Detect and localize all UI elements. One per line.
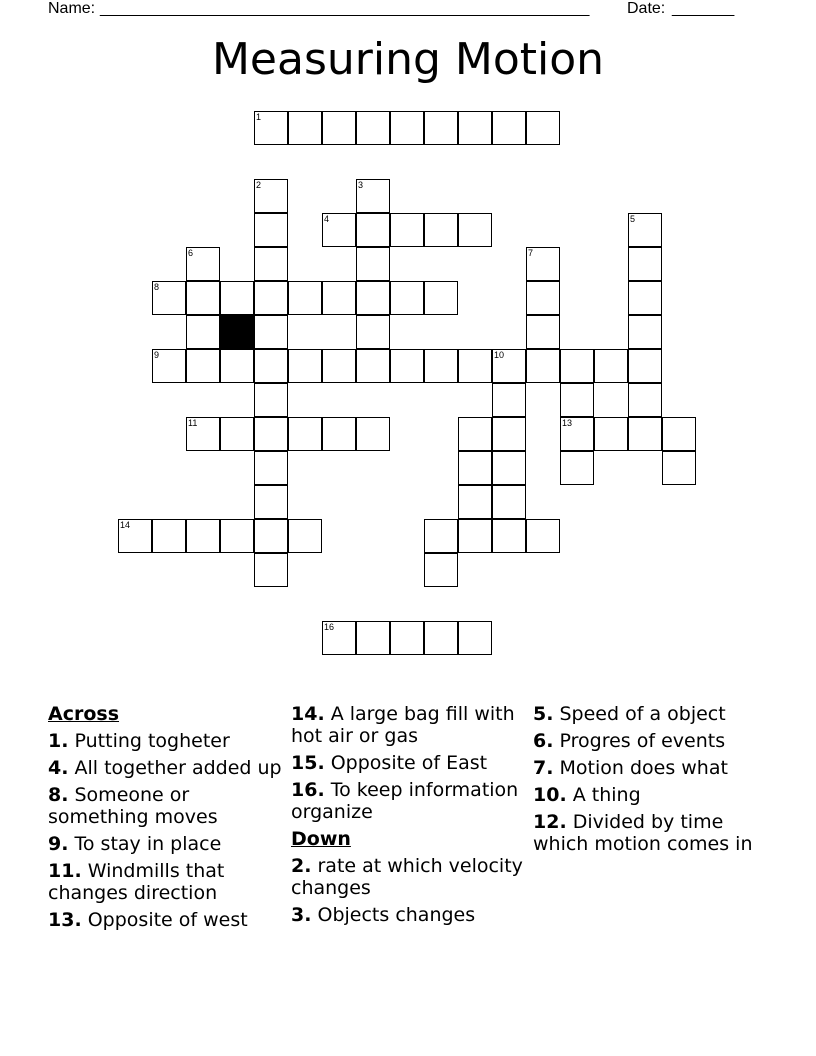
clue-down-12 [533,811,769,855]
grid-cell[interactable] [254,383,288,417]
grid-cell[interactable] [220,281,254,315]
grid-cell[interactable] [254,247,288,281]
grid-cell[interactable] [356,179,390,213]
grid-cell[interactable] [220,519,254,553]
grid-cell[interactable] [424,281,458,315]
cell-number: 8 [154,282,160,292]
grid-cell[interactable] [186,315,220,349]
clue-number: 14. [291,703,325,725]
grid-cell[interactable] [526,519,560,553]
clue-number: 6. [533,730,554,752]
grid-cell[interactable] [662,451,696,485]
clue-column-2 [291,703,527,931]
grid-cell[interactable] [254,553,288,587]
clue-text: To keep information organize [291,779,519,823]
grid-cell[interactable] [152,519,186,553]
grid-cell[interactable] [390,213,424,247]
clue-across-13 [48,909,284,931]
grid-cell[interactable] [288,281,322,315]
clue-number: 11. [48,860,82,882]
grid-cell[interactable] [492,417,526,451]
clue-number: 15. [291,752,325,774]
clue-column-1 [48,703,284,936]
clue-number: 8. [48,784,69,806]
grid-cell[interactable] [322,349,356,383]
grid-cell[interactable] [458,485,492,519]
clue-down-7 [533,757,769,779]
grid-cell[interactable] [152,281,186,315]
clue-text: A large bag fill with hot air or gas [291,703,515,747]
grid-cell[interactable] [186,417,220,451]
clue-across-9 [48,833,284,855]
grid-cell[interactable] [594,417,628,451]
grid-cell[interactable] [288,519,322,553]
clue-across-14 [291,703,527,747]
cell-number: 9 [154,350,160,360]
grid-cell[interactable] [322,213,356,247]
grid-cell[interactable] [594,349,628,383]
cell-number: 4 [324,214,330,224]
grid-cell[interactable] [628,247,662,281]
grid-cell[interactable] [288,111,322,145]
grid-cell[interactable] [390,111,424,145]
cell-number: 11 [188,418,198,428]
grid-cell[interactable] [526,247,560,281]
grid-cell[interactable] [186,519,220,553]
clue-number: 9. [48,833,69,855]
cell-number: 14 [120,520,131,530]
grid-cell[interactable] [254,315,288,349]
grid-block [220,315,254,349]
grid-cell[interactable] [288,417,322,451]
grid-cell[interactable] [356,417,390,451]
grid-cell[interactable] [458,519,492,553]
cell-number: 3 [358,180,364,190]
grid-cell[interactable] [492,383,526,417]
grid-cell[interactable] [220,417,254,451]
grid-cell[interactable] [356,213,390,247]
clue-text: All together added up [74,757,282,779]
cell-number: 7 [528,248,534,258]
grid-cell[interactable] [526,281,560,315]
grid-cell[interactable] [322,111,356,145]
clue-number: 12. [533,811,567,833]
clue-number: 2. [291,855,312,877]
grid-cell[interactable] [152,349,186,383]
cell-number: 13 [562,418,573,428]
grid-cell[interactable] [254,451,288,485]
grid-cell[interactable] [560,417,594,451]
grid-cell[interactable] [254,519,288,553]
grid-cell[interactable] [560,349,594,383]
grid-cell[interactable] [390,349,424,383]
grid-cell[interactable] [390,621,424,655]
grid-cell[interactable] [492,349,526,383]
grid-cell[interactable] [322,281,356,315]
grid-cell[interactable] [628,349,662,383]
grid-cell[interactable] [424,111,458,145]
grid-cell[interactable] [628,417,662,451]
grid-cell[interactable] [424,621,458,655]
grid-cell[interactable] [628,315,662,349]
clue-column-3 [533,703,769,860]
grid-cell[interactable] [322,621,356,655]
clue-text: Divided by time which motion comes in [533,811,753,855]
clue-text: Motion does what [559,757,728,779]
clue-down-5 [533,703,769,725]
clue-across-4 [48,757,284,779]
grid-cell[interactable] [356,621,390,655]
clue-down-3 [291,904,527,926]
grid-cell[interactable] [390,281,424,315]
grid-cell[interactable] [458,621,492,655]
grid-cell[interactable] [322,417,356,451]
clue-number: 7. [533,757,554,779]
grid-cell[interactable] [424,553,458,587]
grid-cell[interactable] [526,349,560,383]
grid-cell[interactable] [560,451,594,485]
grid-cell[interactable] [458,417,492,451]
clue-number: 1. [48,730,69,752]
grid-cell[interactable] [118,519,152,553]
across-heading: Across [48,703,120,725]
grid-cell[interactable] [628,213,662,247]
grid-cell[interactable] [458,451,492,485]
clue-text: rate at which velocity changes [291,855,523,899]
grid-cell[interactable] [254,281,288,315]
grid-cell[interactable] [254,179,288,213]
clue-text: Opposite of East [330,752,488,774]
clue-number: 4. [48,757,69,779]
grid-cell[interactable] [424,213,458,247]
grid-cell[interactable] [356,111,390,145]
clue-text: Windmills that changes direction [48,860,225,904]
clue-across-8 [48,784,284,828]
date-label: Date: [627,0,666,17]
clue-number: 16. [291,779,325,801]
clue-number: 13. [48,909,82,931]
grid-cell[interactable] [254,111,288,145]
clue-text: Progres of events [559,730,726,752]
grid-cell[interactable] [356,281,390,315]
cell-number: 16 [324,622,335,632]
clue-text: Someone or something moves [48,784,218,828]
grid-cell[interactable] [424,519,458,553]
grid-cell[interactable] [662,417,696,451]
page-title: Measuring Motion [211,34,605,85]
cell-number: 1 [256,112,262,122]
cell-number: 5 [630,214,636,224]
grid-cell[interactable] [186,247,220,281]
grid-cell[interactable] [526,315,560,349]
clue-down-2 [291,855,527,899]
clue-across-15 [291,752,527,774]
clue-number: 3. [291,904,312,926]
grid-cell[interactable] [186,349,220,383]
clue-down-10 [533,784,769,806]
clue-number: 5. [533,703,554,725]
grid-cell[interactable] [186,281,220,315]
down-heading: Down [291,828,351,850]
cell-number: 10 [494,350,505,360]
name-line[interactable]: _______________________________________________________ [100,0,590,17]
grid-cell[interactable] [560,383,594,417]
grid-cell[interactable] [492,519,526,553]
grid-cell[interactable] [424,349,458,383]
clue-number: 10. [533,784,567,806]
grid-cell[interactable] [492,485,526,519]
grid-cell[interactable] [526,111,560,145]
grid-cell[interactable] [356,349,390,383]
grid-cell[interactable] [288,349,322,383]
clue-text: A thing [572,784,641,806]
clue-across-1 [48,730,284,752]
grid-cell[interactable] [356,315,390,349]
grid-cell[interactable] [356,247,390,281]
grid-cell[interactable] [492,451,526,485]
cell-number: 6 [188,248,194,258]
clue-text: Putting togheter [74,730,230,752]
date-line[interactable]: _______ [672,0,735,17]
grid-cell[interactable] [254,349,288,383]
grid-cell[interactable] [628,383,662,417]
clue-across-16 [291,779,527,823]
grid-cell[interactable] [628,281,662,315]
grid-cell[interactable] [220,349,254,383]
clue-across-11 [48,860,284,904]
cell-number: 2 [256,180,262,190]
grid-cell[interactable] [492,111,526,145]
clue-text: Objects changes [317,904,476,926]
clue-down-6 [533,730,769,752]
grid-cell[interactable] [254,417,288,451]
clue-text: To stay in place [74,833,222,855]
clue-text: Opposite of west [87,909,248,931]
name-label: Name: [48,0,96,17]
grid-cell[interactable] [254,213,288,247]
grid-cell[interactable] [458,213,492,247]
grid-cell[interactable] [254,485,288,519]
clue-text: Speed of a object [559,703,726,725]
grid-cell[interactable] [458,349,492,383]
grid-cell[interactable] [458,111,492,145]
